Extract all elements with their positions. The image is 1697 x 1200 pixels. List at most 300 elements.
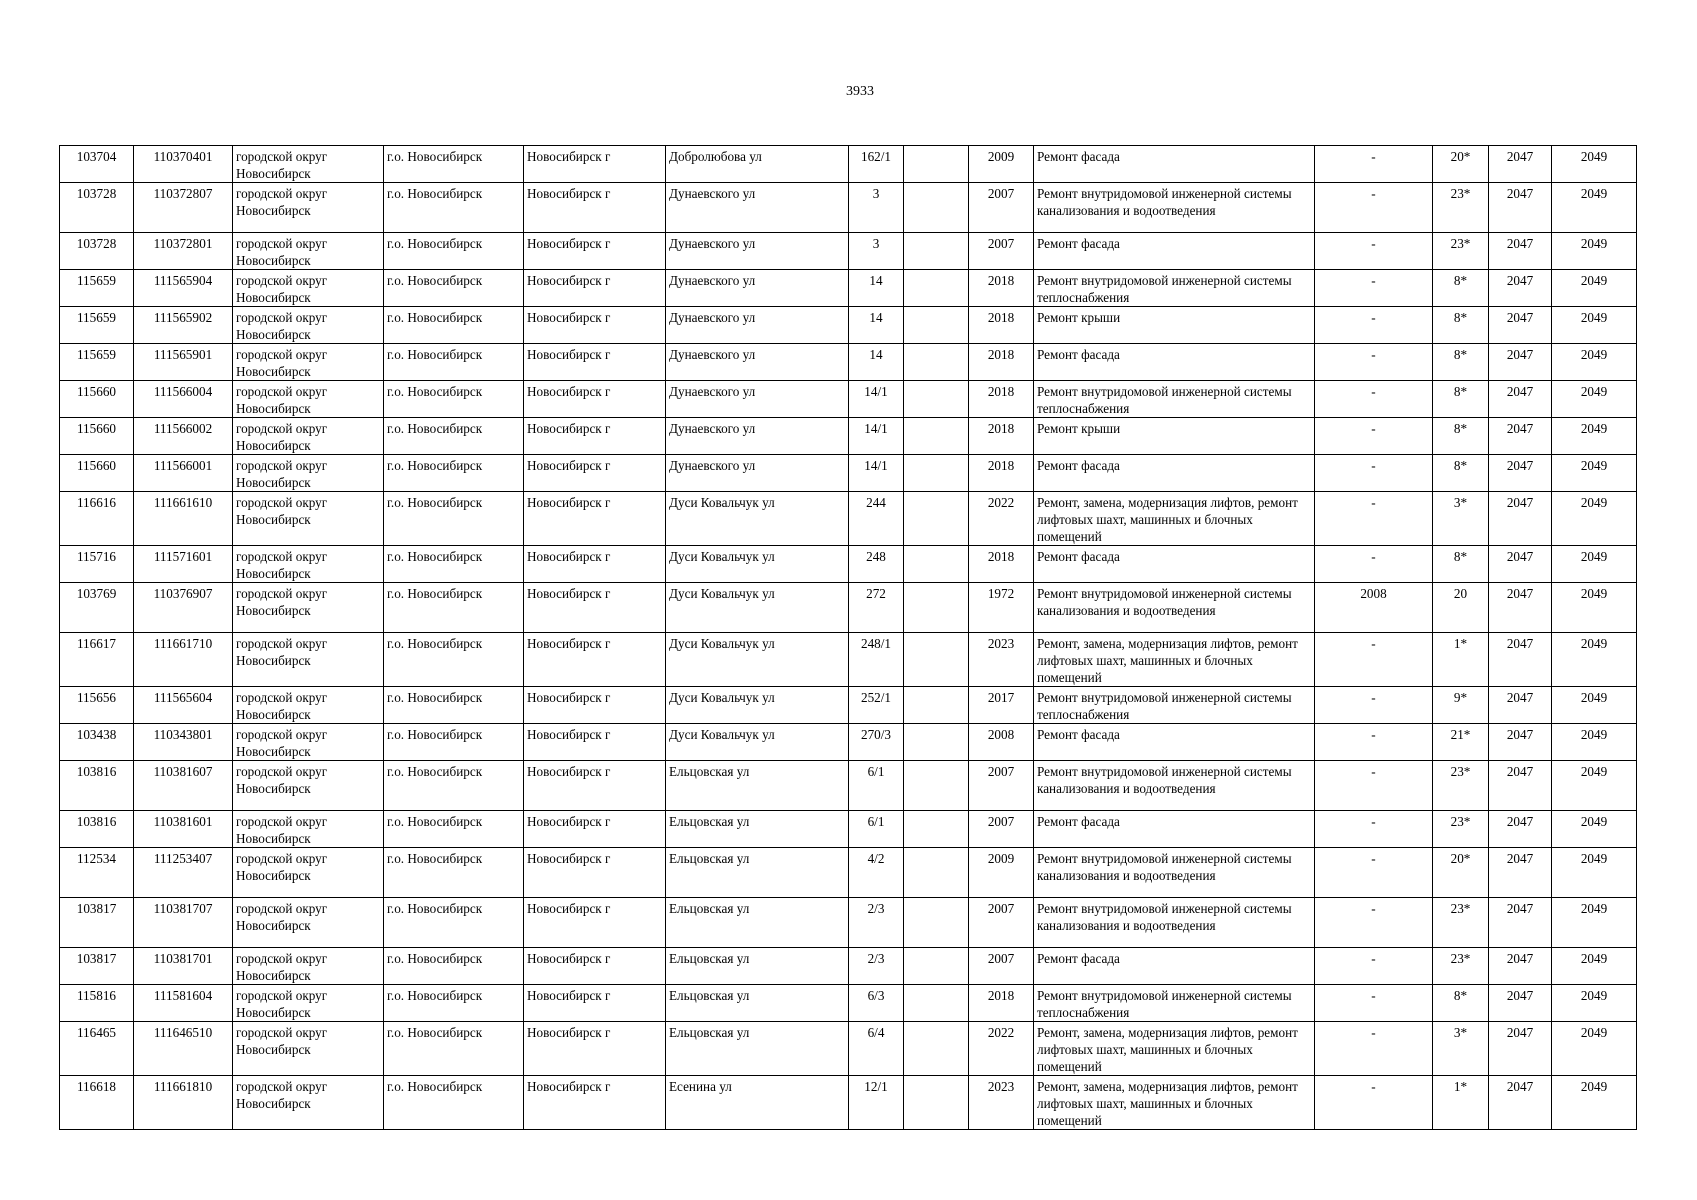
cell-building xyxy=(904,492,969,546)
cell-code: 111646510 xyxy=(134,1022,233,1076)
cell-work-type: Ремонт внутридомовой инженерной системы канализования и водоотведения xyxy=(1034,183,1315,233)
cell-period: 9* xyxy=(1433,687,1489,724)
cell-id: 103769 xyxy=(60,583,134,633)
cell-district: г.о. Новосибирск xyxy=(384,183,524,233)
cell-plan-end: 2049 xyxy=(1552,687,1637,724)
cell-municipality: городской округ Новосибирск xyxy=(233,546,384,583)
cell-house-number: 14 xyxy=(849,344,904,381)
cell-plan-end: 2049 xyxy=(1552,948,1637,985)
cell-building xyxy=(904,633,969,687)
cell-build-year: 2022 xyxy=(969,1022,1034,1076)
cell-municipality: городской округ Новосибирск xyxy=(233,848,384,898)
cell-id: 116616 xyxy=(60,492,134,546)
cell-district: г.о. Новосибирск xyxy=(384,492,524,546)
cell-code: 111661710 xyxy=(134,633,233,687)
cell-work-type: Ремонт, замена, модернизация лифтов, ремонт лифтовых шахт, машинных и блочных помещений xyxy=(1034,1022,1315,1076)
cell-city: Новосибирск г xyxy=(524,233,666,270)
cell-building xyxy=(904,233,969,270)
cell-work-type: Ремонт внутридомовой инженерной системы канализования и водоотведения xyxy=(1034,898,1315,948)
cell-previous-repair-year: - xyxy=(1315,1022,1433,1076)
cell-house-number: 6/3 xyxy=(849,985,904,1022)
cell-build-year: 2007 xyxy=(969,898,1034,948)
cell-district: г.о. Новосибирск xyxy=(384,761,524,811)
cell-code: 110381601 xyxy=(134,811,233,848)
cell-previous-repair-year: - xyxy=(1315,146,1433,183)
cell-plan-start: 2047 xyxy=(1489,948,1552,985)
cell-city: Новосибирск г xyxy=(524,381,666,418)
cell-build-year: 2022 xyxy=(969,492,1034,546)
cell-id: 115659 xyxy=(60,307,134,344)
cell-build-year: 2023 xyxy=(969,1076,1034,1130)
cell-work-type: Ремонт фасада xyxy=(1034,724,1315,761)
cell-code: 110372801 xyxy=(134,233,233,270)
cell-building xyxy=(904,183,969,233)
cell-plan-end: 2049 xyxy=(1552,1022,1637,1076)
cell-plan-start: 2047 xyxy=(1489,233,1552,270)
cell-code: 111571601 xyxy=(134,546,233,583)
cell-municipality: городской округ Новосибирск xyxy=(233,1076,384,1130)
cell-municipality: городской округ Новосибирск xyxy=(233,270,384,307)
cell-id: 115660 xyxy=(60,381,134,418)
cell-district: г.о. Новосибирск xyxy=(384,455,524,492)
cell-id: 103438 xyxy=(60,724,134,761)
cell-municipality: городской округ Новосибирск xyxy=(233,183,384,233)
cell-street: Дунаевского ул xyxy=(666,344,849,381)
cell-district: г.о. Новосибирск xyxy=(384,687,524,724)
cell-plan-start: 2047 xyxy=(1489,455,1552,492)
cell-street: Дунаевского ул xyxy=(666,381,849,418)
cell-house-number: 3 xyxy=(849,183,904,233)
cell-street: Есенина ул xyxy=(666,1076,849,1130)
cell-id: 115660 xyxy=(60,455,134,492)
cell-building xyxy=(904,848,969,898)
table-row xyxy=(60,455,1637,492)
cell-previous-repair-year: - xyxy=(1315,546,1433,583)
cell-municipality: городской округ Новосибирск xyxy=(233,633,384,687)
table-row xyxy=(60,724,1637,761)
table-row xyxy=(60,1076,1637,1130)
cell-work-type: Ремонт внутридомовой инженерной системы теплоснабжения xyxy=(1034,270,1315,307)
cell-id: 103817 xyxy=(60,898,134,948)
cell-work-type: Ремонт внутридомовой инженерной системы теплоснабжения xyxy=(1034,985,1315,1022)
cell-build-year: 2008 xyxy=(969,724,1034,761)
cell-id: 116465 xyxy=(60,1022,134,1076)
cell-house-number: 14/1 xyxy=(849,418,904,455)
cell-municipality: городской округ Новосибирск xyxy=(233,307,384,344)
cell-municipality: городской округ Новосибирск xyxy=(233,724,384,761)
cell-city: Новосибирск г xyxy=(524,455,666,492)
cell-city: Новосибирск г xyxy=(524,848,666,898)
cell-city: Новосибирск г xyxy=(524,546,666,583)
cell-previous-repair-year: - xyxy=(1315,455,1433,492)
cell-district: г.о. Новосибирск xyxy=(384,583,524,633)
cell-build-year: 2007 xyxy=(969,183,1034,233)
cell-id: 115660 xyxy=(60,418,134,455)
cell-building xyxy=(904,724,969,761)
cell-period: 1* xyxy=(1433,1076,1489,1130)
cell-district: г.о. Новосибирск xyxy=(384,948,524,985)
cell-plan-start: 2047 xyxy=(1489,985,1552,1022)
cell-previous-repair-year: - xyxy=(1315,761,1433,811)
cell-street: Дунаевского ул xyxy=(666,183,849,233)
cell-plan-end: 2049 xyxy=(1552,418,1637,455)
cell-plan-end: 2049 xyxy=(1552,270,1637,307)
cell-municipality: городской округ Новосибирск xyxy=(233,811,384,848)
table-row xyxy=(60,811,1637,848)
cell-building xyxy=(904,687,969,724)
cell-district: г.о. Новосибирск xyxy=(384,1076,524,1130)
cell-work-type: Ремонт фасада xyxy=(1034,233,1315,270)
cell-work-type: Ремонт внутридомовой инженерной системы канализования и водоотведения xyxy=(1034,848,1315,898)
cell-street: Дуси Ковальчук ул xyxy=(666,724,849,761)
cell-code: 111565604 xyxy=(134,687,233,724)
cell-district: г.о. Новосибирск xyxy=(384,233,524,270)
cell-id: 103704 xyxy=(60,146,134,183)
cell-build-year: 2007 xyxy=(969,761,1034,811)
cell-build-year: 2023 xyxy=(969,633,1034,687)
cell-municipality: городской округ Новосибирск xyxy=(233,381,384,418)
cell-plan-start: 2047 xyxy=(1489,183,1552,233)
cell-period: 23* xyxy=(1433,898,1489,948)
cell-municipality: городской округ Новосибирск xyxy=(233,687,384,724)
cell-plan-start: 2047 xyxy=(1489,1076,1552,1130)
cell-house-number: 252/1 xyxy=(849,687,904,724)
table-row xyxy=(60,848,1637,898)
table-row xyxy=(60,633,1637,687)
cell-city: Новосибирск г xyxy=(524,811,666,848)
cell-plan-end: 2049 xyxy=(1552,848,1637,898)
cell-district: г.о. Новосибирск xyxy=(384,546,524,583)
cell-house-number: 12/1 xyxy=(849,1076,904,1130)
cell-period: 8* xyxy=(1433,455,1489,492)
cell-building xyxy=(904,381,969,418)
cell-city: Новосибирск г xyxy=(524,146,666,183)
cell-build-year: 2018 xyxy=(969,546,1034,583)
cell-previous-repair-year: - xyxy=(1315,848,1433,898)
cell-plan-end: 2049 xyxy=(1552,898,1637,948)
cell-building xyxy=(904,146,969,183)
cell-district: г.о. Новосибирск xyxy=(384,1022,524,1076)
cell-code: 110343801 xyxy=(134,724,233,761)
cell-municipality: городской округ Новосибирск xyxy=(233,985,384,1022)
cell-work-type: Ремонт фасада xyxy=(1034,811,1315,848)
cell-building xyxy=(904,985,969,1022)
cell-city: Новосибирск г xyxy=(524,948,666,985)
cell-building xyxy=(904,344,969,381)
cell-plan-start: 2047 xyxy=(1489,307,1552,344)
cell-id: 116618 xyxy=(60,1076,134,1130)
cell-code: 111566002 xyxy=(134,418,233,455)
cell-previous-repair-year: - xyxy=(1315,270,1433,307)
cell-district: г.о. Новосибирск xyxy=(384,633,524,687)
cell-plan-end: 2049 xyxy=(1552,583,1637,633)
cell-city: Новосибирск г xyxy=(524,1022,666,1076)
cell-code: 111661810 xyxy=(134,1076,233,1130)
cell-period: 8* xyxy=(1433,418,1489,455)
cell-build-year: 2007 xyxy=(969,811,1034,848)
cell-house-number: 14 xyxy=(849,270,904,307)
cell-street: Дуси Ковальчук ул xyxy=(666,583,849,633)
cell-work-type: Ремонт внутридомовой инженерной системы теплоснабжения xyxy=(1034,687,1315,724)
cell-plan-end: 2049 xyxy=(1552,761,1637,811)
cell-period: 8* xyxy=(1433,381,1489,418)
cell-id: 103728 xyxy=(60,183,134,233)
cell-build-year: 2018 xyxy=(969,455,1034,492)
cell-plan-start: 2047 xyxy=(1489,724,1552,761)
cell-street: Дунаевского ул xyxy=(666,307,849,344)
table-row xyxy=(60,270,1637,307)
cell-period: 3* xyxy=(1433,492,1489,546)
cell-build-year: 2018 xyxy=(969,418,1034,455)
cell-previous-repair-year: - xyxy=(1315,418,1433,455)
cell-city: Новосибирск г xyxy=(524,687,666,724)
cell-previous-repair-year: - xyxy=(1315,183,1433,233)
cell-house-number: 6/4 xyxy=(849,1022,904,1076)
cell-city: Новосибирск г xyxy=(524,183,666,233)
cell-work-type: Ремонт крыши xyxy=(1034,307,1315,344)
table-row xyxy=(60,307,1637,344)
cell-previous-repair-year: - xyxy=(1315,898,1433,948)
cell-house-number: 2/3 xyxy=(849,898,904,948)
cell-street: Ельцовская ул xyxy=(666,898,849,948)
cell-period: 8* xyxy=(1433,270,1489,307)
cell-build-year: 2018 xyxy=(969,344,1034,381)
table-row xyxy=(60,546,1637,583)
cell-period: 23* xyxy=(1433,811,1489,848)
cell-plan-start: 2047 xyxy=(1489,898,1552,948)
cell-city: Новосибирск г xyxy=(524,898,666,948)
table-row xyxy=(60,146,1637,183)
cell-house-number: 272 xyxy=(849,583,904,633)
cell-id: 115716 xyxy=(60,546,134,583)
table-row xyxy=(60,183,1637,233)
cell-id: 115659 xyxy=(60,270,134,307)
cell-street: Добролюбова ул xyxy=(666,146,849,183)
cell-house-number: 248 xyxy=(849,546,904,583)
cell-plan-start: 2047 xyxy=(1489,270,1552,307)
table-row xyxy=(60,233,1637,270)
cell-building xyxy=(904,948,969,985)
cell-city: Новосибирск г xyxy=(524,492,666,546)
cell-previous-repair-year: - xyxy=(1315,985,1433,1022)
cell-id: 112534 xyxy=(60,848,134,898)
cell-build-year: 2007 xyxy=(969,948,1034,985)
cell-plan-start: 2047 xyxy=(1489,381,1552,418)
cell-id: 103816 xyxy=(60,761,134,811)
cell-municipality: городской округ Новосибирск xyxy=(233,948,384,985)
cell-build-year: 2009 xyxy=(969,848,1034,898)
cell-street: Дунаевского ул xyxy=(666,418,849,455)
cell-municipality: городской округ Новосибирск xyxy=(233,583,384,633)
cell-city: Новосибирск г xyxy=(524,418,666,455)
cell-work-type: Ремонт, замена, модернизация лифтов, ремонт лифтовых шахт, машинных и блочных помещений xyxy=(1034,633,1315,687)
cell-period: 8* xyxy=(1433,546,1489,583)
cell-street: Дуси Ковальчук ул xyxy=(666,687,849,724)
cell-plan-start: 2047 xyxy=(1489,761,1552,811)
cell-municipality: городской округ Новосибирск xyxy=(233,344,384,381)
capital-repair-table xyxy=(59,145,1637,1130)
cell-build-year: 2007 xyxy=(969,233,1034,270)
cell-district: г.о. Новосибирск xyxy=(384,270,524,307)
cell-plan-end: 2049 xyxy=(1552,724,1637,761)
cell-period: 23* xyxy=(1433,761,1489,811)
cell-id: 116617 xyxy=(60,633,134,687)
cell-plan-end: 2049 xyxy=(1552,233,1637,270)
cell-build-year: 1972 xyxy=(969,583,1034,633)
cell-house-number: 6/1 xyxy=(849,761,904,811)
table-row xyxy=(60,418,1637,455)
cell-building xyxy=(904,898,969,948)
cell-district: г.о. Новосибирск xyxy=(384,146,524,183)
cell-period: 8* xyxy=(1433,307,1489,344)
cell-previous-repair-year: - xyxy=(1315,948,1433,985)
cell-district: г.о. Новосибирск xyxy=(384,307,524,344)
cell-plan-start: 2047 xyxy=(1489,1022,1552,1076)
cell-previous-repair-year: - xyxy=(1315,724,1433,761)
cell-id: 115656 xyxy=(60,687,134,724)
cell-street: Дунаевского ул xyxy=(666,455,849,492)
cell-city: Новосибирск г xyxy=(524,985,666,1022)
cell-building xyxy=(904,270,969,307)
cell-previous-repair-year: - xyxy=(1315,811,1433,848)
cell-code: 110381701 xyxy=(134,948,233,985)
cell-plan-end: 2049 xyxy=(1552,455,1637,492)
cell-period: 20* xyxy=(1433,848,1489,898)
cell-building xyxy=(904,1022,969,1076)
cell-period: 23* xyxy=(1433,233,1489,270)
cell-code: 110372807 xyxy=(134,183,233,233)
cell-street: Ельцовская ул xyxy=(666,985,849,1022)
cell-period: 8* xyxy=(1433,344,1489,381)
cell-district: г.о. Новосибирск xyxy=(384,898,524,948)
cell-municipality: городской округ Новосибирск xyxy=(233,492,384,546)
cell-plan-end: 2049 xyxy=(1552,146,1637,183)
cell-work-type: Ремонт фасада xyxy=(1034,455,1315,492)
cell-street: Дунаевского ул xyxy=(666,233,849,270)
table-row xyxy=(60,898,1637,948)
cell-previous-repair-year: - xyxy=(1315,344,1433,381)
cell-district: г.о. Новосибирск xyxy=(384,418,524,455)
cell-previous-repair-year: - xyxy=(1315,492,1433,546)
cell-district: г.о. Новосибирск xyxy=(384,724,524,761)
cell-code: 110370401 xyxy=(134,146,233,183)
cell-city: Новосибирск г xyxy=(524,633,666,687)
cell-id: 115659 xyxy=(60,344,134,381)
cell-building xyxy=(904,583,969,633)
cell-work-type: Ремонт, замена, модернизация лифтов, ремонт лифтовых шахт, машинных и блочных помещений xyxy=(1034,1076,1315,1130)
cell-house-number: 14/1 xyxy=(849,381,904,418)
cell-plan-start: 2047 xyxy=(1489,146,1552,183)
cell-code: 111253407 xyxy=(134,848,233,898)
cell-code: 111566004 xyxy=(134,381,233,418)
cell-house-number: 248/1 xyxy=(849,633,904,687)
cell-build-year: 2018 xyxy=(969,381,1034,418)
cell-plan-start: 2047 xyxy=(1489,344,1552,381)
cell-municipality: городской округ Новосибирск xyxy=(233,146,384,183)
cell-house-number: 270/3 xyxy=(849,724,904,761)
cell-street: Ельцовская ул xyxy=(666,948,849,985)
cell-house-number: 244 xyxy=(849,492,904,546)
cell-municipality: городской округ Новосибирск xyxy=(233,418,384,455)
cell-city: Новосибирск г xyxy=(524,761,666,811)
cell-building xyxy=(904,546,969,583)
cell-code: 111566001 xyxy=(134,455,233,492)
cell-code: 111565904 xyxy=(134,270,233,307)
cell-street: Дуси Ковальчук ул xyxy=(666,546,849,583)
cell-previous-repair-year: 2008 xyxy=(1315,583,1433,633)
cell-house-number: 162/1 xyxy=(849,146,904,183)
cell-build-year: 2017 xyxy=(969,687,1034,724)
cell-city: Новосибирск г xyxy=(524,1076,666,1130)
cell-plan-end: 2049 xyxy=(1552,381,1637,418)
cell-plan-start: 2047 xyxy=(1489,418,1552,455)
cell-plan-start: 2047 xyxy=(1489,633,1552,687)
cell-work-type: Ремонт внутридомовой инженерной системы теплоснабжения xyxy=(1034,381,1315,418)
table-row xyxy=(60,583,1637,633)
cell-plan-start: 2047 xyxy=(1489,492,1552,546)
cell-plan-end: 2049 xyxy=(1552,633,1637,687)
cell-plan-end: 2049 xyxy=(1552,307,1637,344)
cell-city: Новосибирск г xyxy=(524,270,666,307)
cell-plan-end: 2049 xyxy=(1552,183,1637,233)
cell-work-type: Ремонт, замена, модернизация лифтов, ремонт лифтовых шахт, машинных и блочных помещений xyxy=(1034,492,1315,546)
cell-id: 103816 xyxy=(60,811,134,848)
cell-street: Ельцовская ул xyxy=(666,761,849,811)
cell-district: г.о. Новосибирск xyxy=(384,811,524,848)
cell-period: 20 xyxy=(1433,583,1489,633)
cell-plan-end: 2049 xyxy=(1552,985,1637,1022)
cell-code: 110381707 xyxy=(134,898,233,948)
cell-district: г.о. Новосибирск xyxy=(384,381,524,418)
cell-work-type: Ремонт фасада xyxy=(1034,546,1315,583)
cell-period: 23* xyxy=(1433,183,1489,233)
cell-plan-start: 2047 xyxy=(1489,687,1552,724)
cell-build-year: 2018 xyxy=(969,270,1034,307)
cell-code: 111581604 xyxy=(134,985,233,1022)
cell-previous-repair-year: - xyxy=(1315,633,1433,687)
cell-plan-start: 2047 xyxy=(1489,583,1552,633)
cell-house-number: 14/1 xyxy=(849,455,904,492)
table-row xyxy=(60,761,1637,811)
cell-work-type: Ремонт внутридомовой инженерной системы канализования и водоотведения xyxy=(1034,583,1315,633)
cell-work-type: Ремонт внутридомовой инженерной системы канализования и водоотведения xyxy=(1034,761,1315,811)
cell-id: 103728 xyxy=(60,233,134,270)
cell-street: Дунаевского ул xyxy=(666,270,849,307)
table-row xyxy=(60,687,1637,724)
cell-previous-repair-year: - xyxy=(1315,687,1433,724)
cell-street: Ельцовская ул xyxy=(666,811,849,848)
cell-house-number: 2/3 xyxy=(849,948,904,985)
cell-district: г.о. Новосибирск xyxy=(384,985,524,1022)
cell-municipality: городской округ Новосибирск xyxy=(233,761,384,811)
cell-building xyxy=(904,418,969,455)
cell-period: 8* xyxy=(1433,985,1489,1022)
cell-district: г.о. Новосибирск xyxy=(384,848,524,898)
cell-building xyxy=(904,761,969,811)
cell-build-year: 2018 xyxy=(969,307,1034,344)
table-row xyxy=(60,492,1637,546)
cell-code: 111661610 xyxy=(134,492,233,546)
cell-build-year: 2009 xyxy=(969,146,1034,183)
cell-building xyxy=(904,811,969,848)
cell-period: 1* xyxy=(1433,633,1489,687)
cell-building xyxy=(904,1076,969,1130)
cell-code: 110376907 xyxy=(134,583,233,633)
cell-build-year: 2018 xyxy=(969,985,1034,1022)
cell-plan-end: 2049 xyxy=(1552,546,1637,583)
cell-id: 115816 xyxy=(60,985,134,1022)
cell-city: Новосибирск г xyxy=(524,344,666,381)
